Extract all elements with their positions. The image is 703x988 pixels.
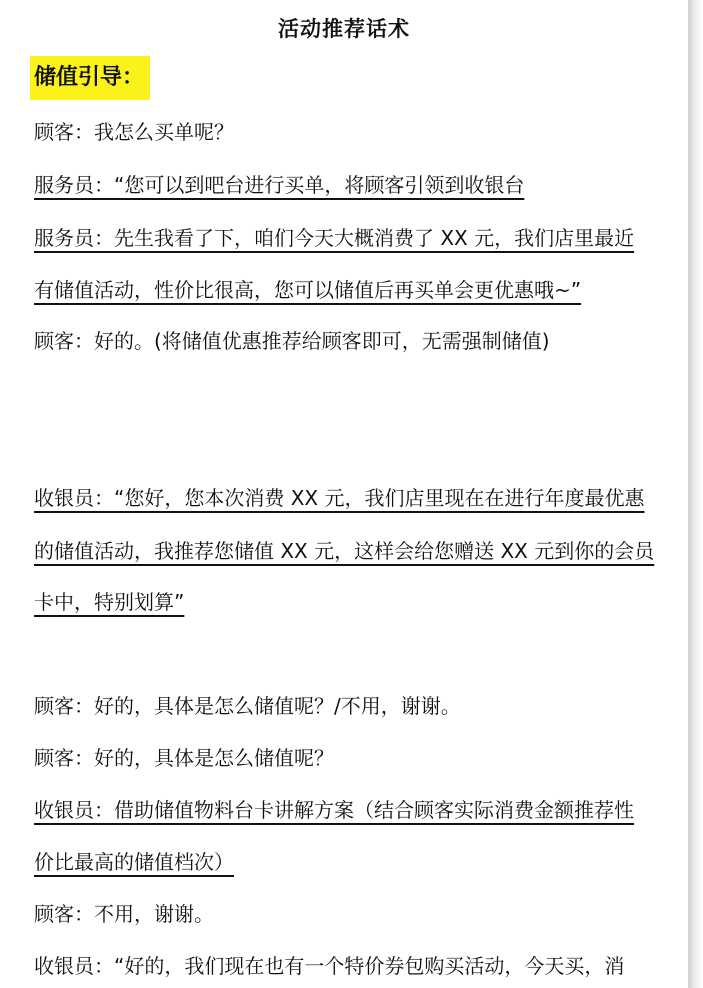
dialogue-line-customer: 顾客：好的，具体是怎么储值呢？/不用，谢谢。 [34,694,461,718]
dialogue-line-customer: 顾客：好的。(将储值优惠推荐给顾客即可，无需强制储值) [34,329,550,353]
dialogue-line-cashier: 收银员：“好的，我们现在也有一个特价券包购买活动，今天买，消 [34,954,625,978]
dialogue-line-server-continued: 有储值活动，性价比很高，您可以储值后再买单会更优惠哦~” [34,278,582,302]
dialogue-line-customer: 顾客：我怎么买单呢？ [34,120,234,144]
section-heading-highlighted: 储值引导： [30,56,150,100]
dialogue-line-cashier: 收银员：“您好，您本次消费 XX 元，我们店里现在在进行年度最优惠 [34,486,645,510]
dialogue-line-server: 服务员：“您可以到吧台进行买单，将顾客引领到收银台 [34,173,525,197]
page-edge-shadow [688,0,703,988]
document-title: 活动推荐话术 [278,17,410,41]
dialogue-line-cashier-continued: 价比最高的储值档次） [34,850,234,874]
dialogue-line-cashier-continued: 的储值活动，我推荐您储值 XX 元，这样会给您赠送 XX 元到你的会员 [34,539,655,563]
dialogue-line-customer: 顾客：不用，谢谢。 [34,902,214,926]
dialogue-line-cashier-continued: 卡中，特别划算” [34,590,185,614]
dialogue-line-server: 服务员：先生我看了下，咱们今天大概消费了 XX 元，我们店里最近 [34,226,635,250]
dialogue-line-customer: 顾客：好的，具体是怎么储值呢？ [34,746,334,770]
dialogue-line-cashier: 收银员：借助储值物料台卡讲解方案（结合顾客实际消费金额推荐性 [34,798,634,822]
